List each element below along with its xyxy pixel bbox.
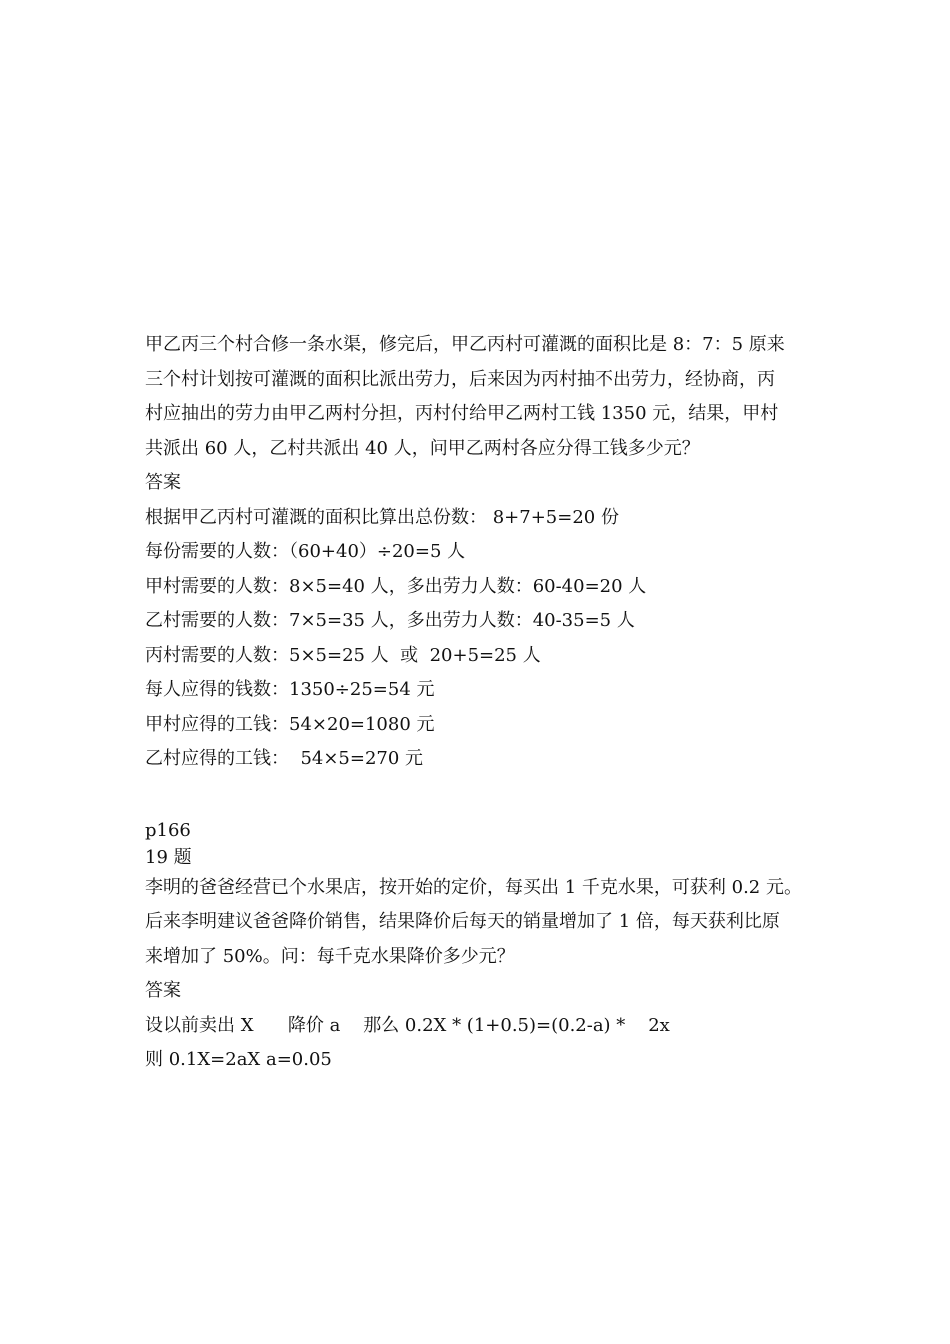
problem-1-solution-line: 丙村需要的人数：5×5=25 人 或 20+5=25 人 [145, 644, 541, 666]
problem-1-solution-line: 乙村应得的工钱： 54×5=270 元 [145, 748, 424, 769]
section-spacer [145, 777, 825, 817]
problem-1-text-line: 甲乙丙三个村合修一条水渠，修完后，甲乙丙村可灌溉的面积比是 8：7：5 原来 [145, 334, 785, 355]
problem-2-solution-line: 则 0.1X=2aX a=0.05 [145, 1049, 332, 1070]
problem-2-text-line: 李明的爸爸经营已个水果店，按开始的定价，每买出 1 千克水果，可获利 0.2 元。 [145, 876, 802, 898]
problem-number: 19 题 [145, 846, 192, 868]
problem-1-solution-line: 乙村需要的人数：7×5=35 人，多出劳力人数：40-35=5 人 [145, 610, 635, 631]
document-page [145, 328, 825, 1078]
problem-1-text-line: 村应抽出的劳力由甲乙两村分担，丙村付给甲乙两村工钱 1350 元，结果，甲村 [145, 403, 779, 424]
problem-1-solution-line: 每人应得的钱数：1350÷25=54 元 [145, 679, 435, 700]
problem-1-solution-line: 每份需要的人数：（60+40）÷20=5 人 [145, 541, 466, 562]
problem-1 [145, 328, 825, 777]
problem-2-answer-label: 答案 [145, 980, 181, 1001]
problem-1-solution-line: 甲村应得的工钱：54×20=1080 元 [145, 713, 435, 735]
problem-2-text-line: 来增加了 50%。问：每千克水果降价多少元？ [145, 945, 515, 967]
problem-1-solution-line: 根据甲乙丙村可灌溉的面积比算出总份数： 8+7+5=20 份 [145, 506, 619, 528]
problem-1-solution-line: 甲村需要的人数：8×5=40 人，多出劳力人数：60-40=20 人 [145, 575, 647, 597]
problem-2-solution-line: 设以前卖出 X 降价 a 那么 0.2X * (1+0.5)=(0.2-a) * 2x [145, 1014, 670, 1036]
problem-1-text-line: 三个村计划按可灌溉的面积比派出劳力，后来因为丙村抽不出劳力，经协商，丙 [145, 368, 775, 390]
problem-2 [145, 817, 825, 1078]
problem-1-text-line: 共派出 60 人，乙村共派出 40 人，问甲乙两村各应分得工钱多少元？ [145, 437, 700, 459]
problem-2-text-line: 后来李明建议爸爸降价销售，结果降价后每天的销量增加了 1 倍，每天获利比原 [145, 911, 780, 932]
problem-1-answer-label: 答案 [145, 472, 181, 493]
page-reference: p166 [145, 819, 191, 841]
